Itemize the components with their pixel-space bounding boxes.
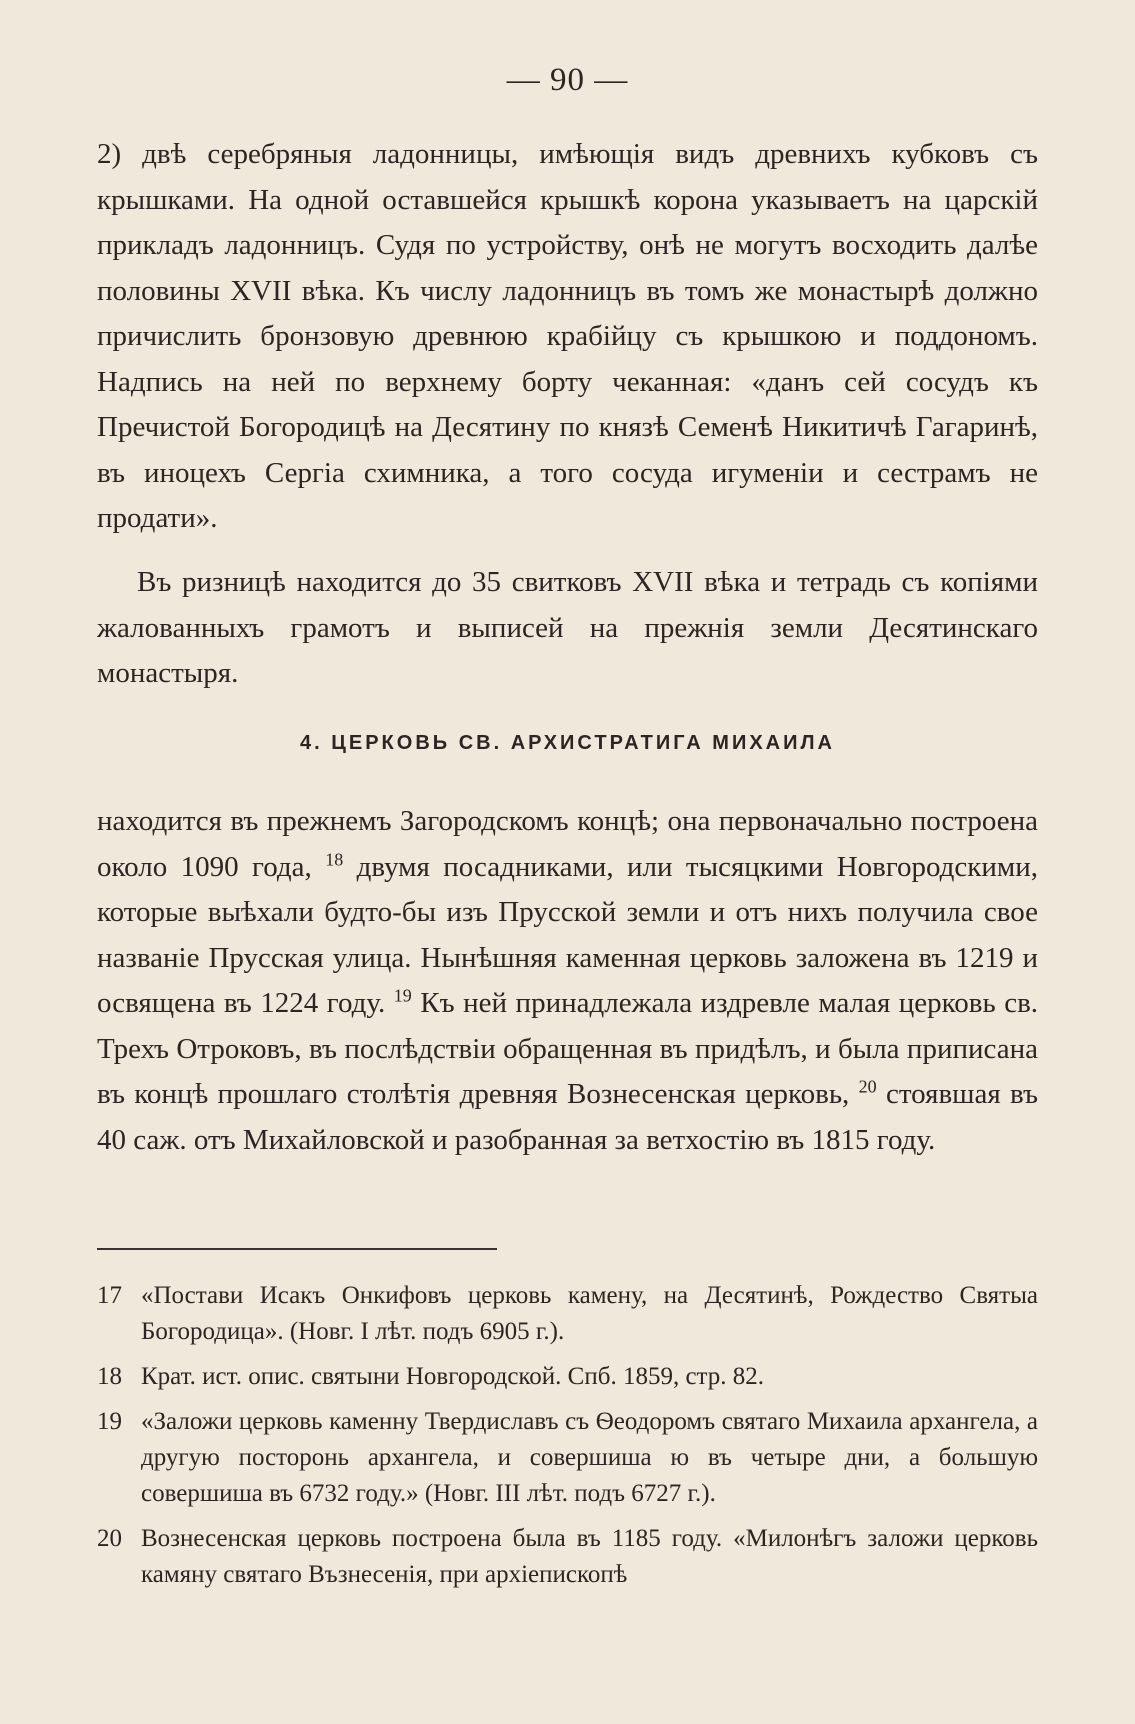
footnote-text: «Заложи церковь каменну Твердиславъ съ Ѳеодоромъ святаго Михаила архангела, а другую посторонь архангела, и совершиша ю въ четыре дни, а большую совершиша въ 6732 году.» (Новг. III лѣт. подъ 6727 г.). (141, 1408, 1038, 1507)
footnote (97, 1278, 1038, 1350)
footnote (97, 1521, 1038, 1593)
footnote-divider (97, 1248, 497, 1250)
footnote-text: «Постави Исакъ Онкифовъ церковь камену, на Десятинѣ, Рождество Святыа Богородица». (Новг. I лѣт. подъ 6905 г.). (141, 1282, 1038, 1345)
footnote-number: 20 (97, 1525, 122, 1552)
paragraph-riznitsa: Въ ризницѣ находится до 35 свитковъ XVII вѣка и тетрадь съ копіями жалованныхъ грамотъ и выписей на прежнія земли Десятинскаго монастыря. (97, 566, 1038, 689)
footnote-ref: 20 (858, 1076, 877, 1097)
footnote (97, 1404, 1038, 1512)
paragraph-text: стоявшая въ 40 саж. отъ Михайловской и разобранная за ветхостію въ 1815 году. (97, 1078, 1038, 1156)
paragraph-text: находится въ прежнемъ Загородскомъ концѣ; она первоначально построена около 1090 года, (97, 805, 1038, 883)
paragraph-mikhail-church (97, 799, 1038, 1163)
paragraph-ladonnitsy: 2) двѣ серебряныя ладонницы, имѣющія видъ древнихъ кубковъ съ крышками. На одной оставшейся крышкѣ корона указываетъ на царскій прикладъ ладонницъ. Судя по устройству, онѣ не могутъ восходить далѣе половины XVII вѣка. Къ числу ладонницъ въ томъ же монастырѣ должно причислить бронзовую древнюю крабійцу съ крышкою и поддономъ. Надпись на ней по верхнему борту чеканная: «данъ сей сосудъ къ Пречистой Богородицѣ на Десятину по князѣ Семенѣ Никитичѣ Гагаринѣ, въ иноцехъ Сергіа схимника, а того сосуда игуменіи и сестрамъ не продати». (97, 138, 1038, 534)
footnotes (97, 1278, 1038, 1602)
page-number: — 90 — (506, 62, 629, 98)
footnote-text: Вознесенская церковь построена была въ 1185 году. «Милонѣгъ заложи церковь камяну святаго Възнесенія, при архіепископѣ (141, 1525, 1038, 1588)
footnote (97, 1359, 1038, 1395)
paragraph-text: двумя посадниками, или тысяцкими Новгородскими, которые выѣхали будто-бы изъ Прусской земли и отъ нихъ получила свое названіе Прусская улица. Нынѣшняя каменная церковь заложена въ 1219 и освящена въ 1224 году. (97, 850, 1039, 1019)
footnote-number: 18 (97, 1363, 122, 1390)
paragraph-text: Къ ней принадлежала издревле малая церковь св. Трехъ Отроковъ, въ послѣдствіи обращенная въ придѣлъ, и была приписана въ концѣ прошлаго столѣтія древняя Вознесенская церковь, (97, 987, 1039, 1110)
footnote-ref: 19 (393, 985, 412, 1006)
section-heading: 4. ЦЕРКОВЬ СВ. АРХИСТРАТИГА МИХАИЛА (300, 732, 835, 754)
footnote-ref: 18 (325, 848, 344, 869)
footnote-text: Крат. ист. опис. святыни Новгородской. Спб. 1859, стр. 82. (141, 1363, 765, 1390)
footnote-number: 19 (97, 1408, 122, 1435)
footnote-number: 17 (97, 1282, 122, 1309)
